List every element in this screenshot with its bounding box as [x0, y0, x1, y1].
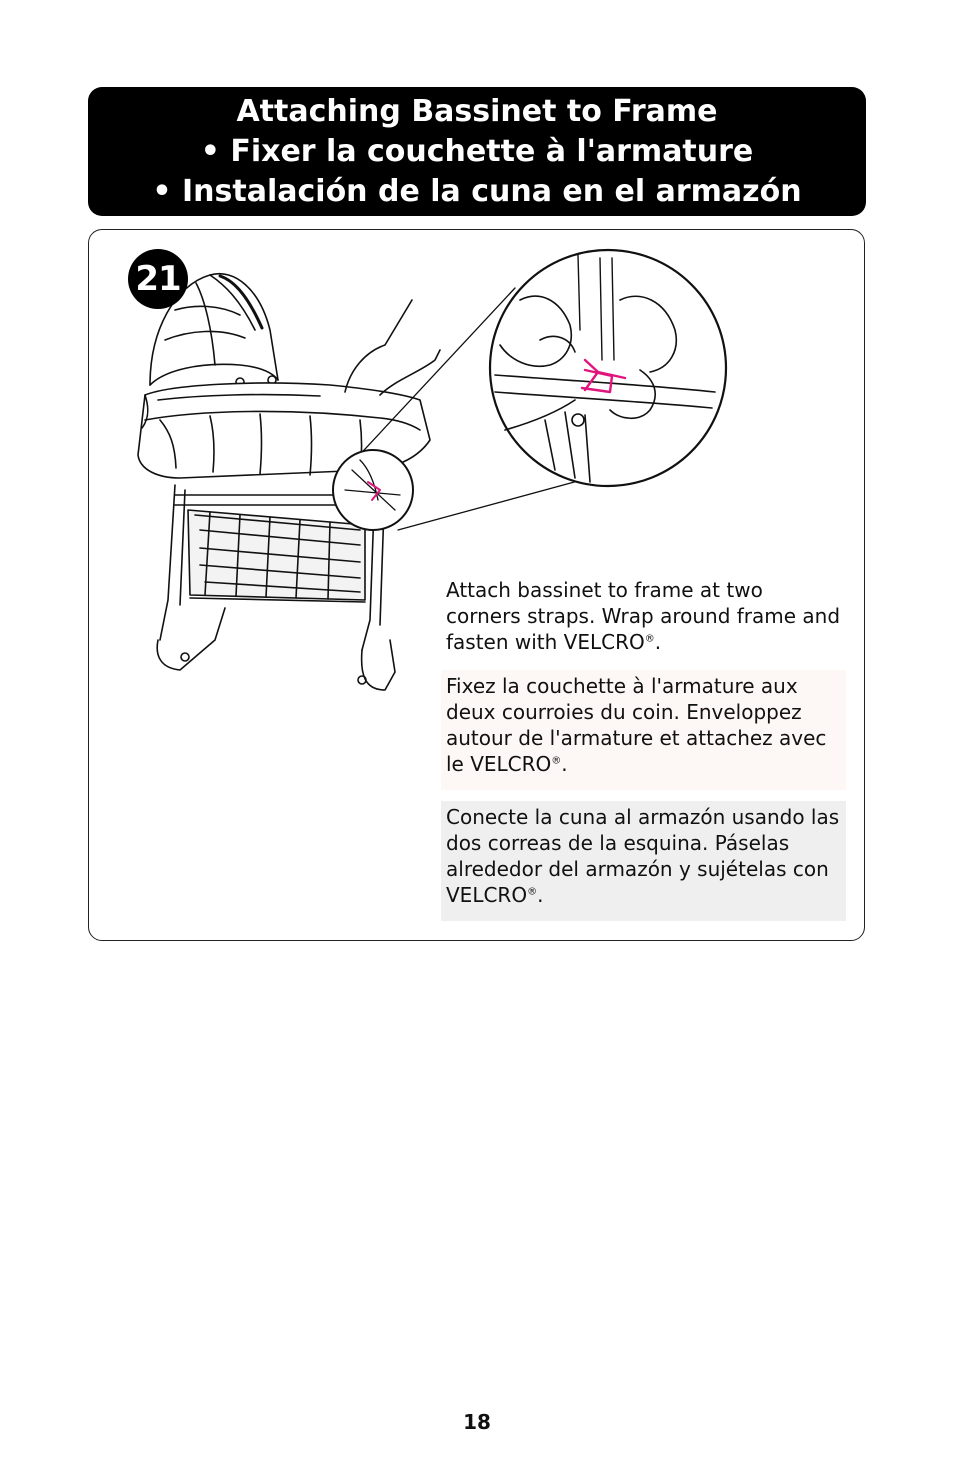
instruction-spanish [441, 801, 846, 921]
instruction-english-end: . [654, 630, 662, 654]
instruction-french-end: . [561, 752, 568, 776]
step-number-badge: 21 [128, 249, 188, 309]
instruction-spanish-end: . [537, 883, 544, 907]
detail-circle-small [333, 450, 413, 530]
title-french: • Fixer la couchette à l'armature [200, 133, 754, 169]
registered-mark: ® [644, 633, 655, 645]
instruction-spanish-text: Conecte la cuna al armazón usando las dos correas de la esquina. Páselas alrededor del armazón y sujételas con VELCRO [446, 805, 840, 907]
zoom-line-bottom [398, 475, 600, 530]
instruction-english [441, 574, 846, 662]
instruction-french [441, 670, 846, 790]
instruction-french-text: Fixez la couchette à l'armature aux deux courroies du coin. Enveloppez autour de l'armature et attachez avec le VELCRO [446, 674, 827, 776]
title-english: Attaching Bassinet to Frame [236, 93, 718, 129]
title-spanish: • Instalación de la cuna en el armazón [152, 173, 802, 209]
page-number: 18 [463, 1410, 491, 1434]
rocker-feet [157, 608, 395, 690]
hand [345, 300, 440, 395]
registered-mark: ® [551, 755, 562, 767]
zoom-line-top [338, 288, 515, 478]
registered-mark: ® [527, 886, 538, 898]
detail-circle-large [490, 250, 726, 486]
instruction-english-text: Attach bassinet to frame at two corners straps. Wrap around frame and fasten with VELCRO [446, 578, 841, 654]
